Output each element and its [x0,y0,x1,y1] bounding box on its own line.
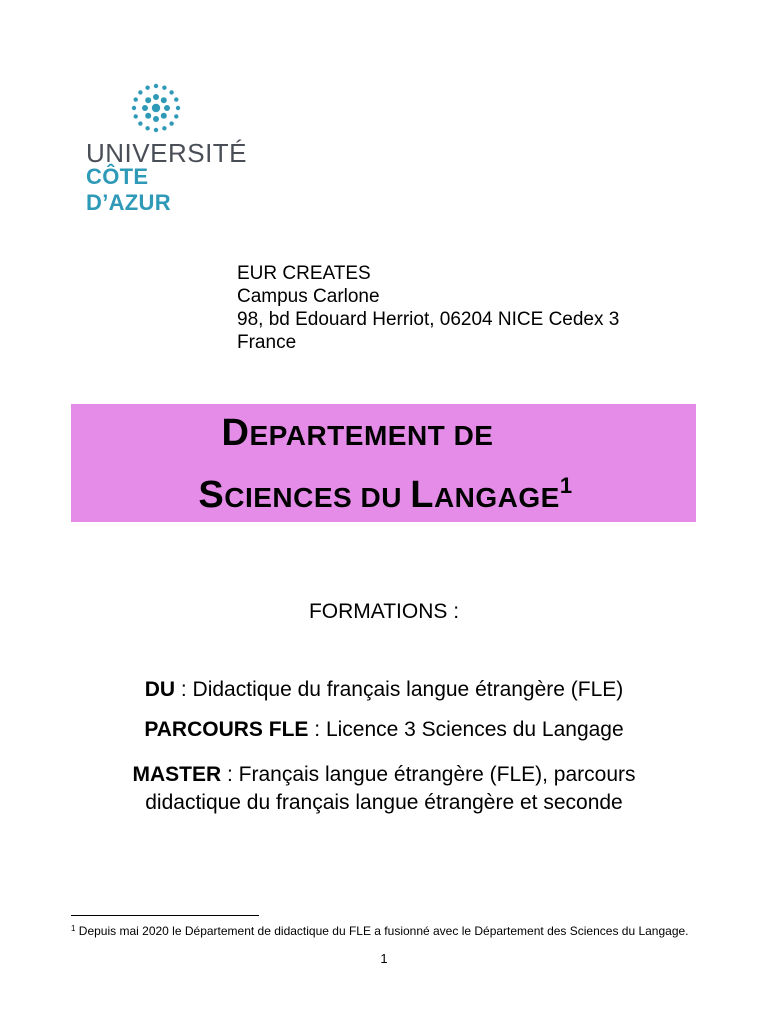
program-du [0,676,768,704]
address-line: Campus Carlone [237,286,380,307]
address-line: France [237,332,297,353]
formations-heading: FORMATIONS : [308,600,460,623]
banner-cap: S [198,474,225,516]
page-number: 1 [380,951,388,966]
footnote-separator [71,915,259,916]
program-text: : Licence 3 Sciences du Langage [308,718,624,741]
footnote [71,921,696,939]
dots-circle-icon [128,80,184,136]
banner-cap: D [221,412,250,454]
department-banner [71,404,696,522]
logo-text-universite: UNIVERSITÉ [86,138,248,168]
university-logo [86,80,248,215]
address-line: EUR CREATES [237,263,371,284]
banner-title-line-2 [73,473,698,517]
banner-text: ANGAGE [433,482,560,513]
program-label: MASTER [132,763,222,786]
footnote-number: 1 [71,924,76,933]
address-line: 98, bd Edouard Herriot, 06204 NICE Cedex 3 [237,309,620,330]
program-text: : Didactique du français langue étrangère (FLE) [175,678,624,701]
program-label: DU [144,678,176,701]
banner-title-line-1 [45,412,670,455]
program-parcours-fle [0,716,768,744]
footnote-text: Depuis mai 2020 le Département de didactique du FLE a fusionné avec le Département des Sciences du Langage. [75,924,689,938]
logo-text-cote-dazur: CÔTE D’AZUR [86,164,171,215]
program-label: PARCOURS FLE [144,718,309,741]
footnote-reference[interactable]: 1 [559,473,573,498]
program-text: : Français langue étrangère (FLE), parcours didactique du français langue étrangère et seconde [145,763,636,814]
banner-cap: L [410,474,434,516]
banner-text: EPARTEMENT DE [249,420,494,451]
program-master [0,761,768,817]
banner-text: CIENCES DU [224,482,411,513]
address-block [237,262,619,354]
